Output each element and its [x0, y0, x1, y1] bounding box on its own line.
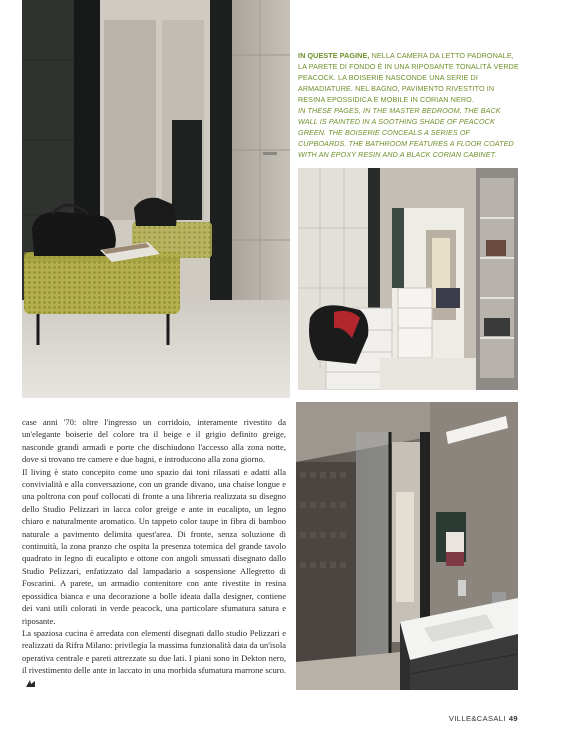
caption-lead: IN QUESTE PAGINE,	[298, 51, 370, 60]
page-number: 49	[508, 714, 518, 723]
page-folio	[449, 714, 518, 723]
body-paragraph-3	[22, 627, 286, 689]
body-paragraph-3-text: La spaziosa cucina è arredata con elementi disegnati dallo studio Pelizzari e realizzati da Rifra Milano: privilegia la massima funzionalità data da un'isola operativa centrale e pareti attrezzate su due lati. I piani sono in Dekton nero, il rivestimento delle ante in laccato in una morbida sfumatura marrone scuro.	[22, 627, 286, 676]
photo-bedroom-armchair-illustration	[22, 0, 290, 398]
photo-bathroom-illustration	[296, 402, 518, 690]
photo-bedroom-armchair	[22, 0, 290, 398]
photo-bedroom-wardrobe	[298, 168, 518, 390]
caption-italian: NELLA CAMERA DA LETTO PADRONALE, LA PARETE DI FONDO È IN UNA RIPOSANTE TONALITÀ VERDE PEACOCK. LA BOISERIE NASCONDE UNA SERIE DI ARMADIATURE. NEL BAGNO, PAVIMENTO RIVESTITO IN RESINA EPOSSIDICA E MOBILE IN CORIAN NERO.	[298, 51, 519, 104]
photo-bedroom-wardrobe-illustration	[298, 168, 518, 390]
caption-english: IN THESE PAGES, IN THE MASTER BEDROOM, THE BACK WALL IS PAINTED IN A SOOTHING SHADE OF PEACOCK GREEN. THE BOISERIE CONCEALS A SERIES OF CUPBOARDS. THE BATHROOM FEATURES A FLOOR COATED WITH AN EPOXY RESIN AND A BLACK CORIAN CABINET.	[298, 106, 514, 159]
article-body	[22, 416, 286, 689]
photo-bathroom	[296, 402, 518, 690]
photo-caption	[298, 50, 520, 160]
body-paragraph-1: case anni '70: oltre l'ingresso un corridoio, interamente rivestito da un'elegante boiserie del colore tra il beige e il grigio definito greige, nasconde grandi armadi e porte che dischiudono l'accesso alla zona notte, dove si trovano tre camere e due bagni, e introducono alla zona giorno.	[22, 417, 286, 465]
body-paragraph-2: Il living è stato concepito come uno spazio dai toni rilassati e adatti alla convivialità e alla conversazione, con un grande divano, una chaise longue e una poltrona con pouf collocati di fronte a una libreria realizzata su disegno dello Studio Pelizzari in lacca color greige e ante in eucalipto, un legno chiaro e naturalmente aromatico. Un tappeto color taupe in fibra di bamboo naturale a pavimento delimita quest'area. Di fronte, senza soluzione di continuità, la zona pranzo che ospita la presenza totemica del grande tavolo quadrato in legno di eucalipto e ottone con angoli smussati disegnato dallo Studio Pelizzari, enfatizzato dal lampadario a sospensione Allegretto di Foscarini. A parete, un armadio contenitore con ante rivestite in resina epossidica bianca e una decorazione a bolle ideata dalla designer, contiene dei vani utili colorati in verde peacock, una particolare sfumatura satura e riposante.	[22, 466, 286, 626]
magazine-name: VILLE&CASALI	[448, 714, 506, 723]
end-of-article-icon	[26, 680, 35, 687]
